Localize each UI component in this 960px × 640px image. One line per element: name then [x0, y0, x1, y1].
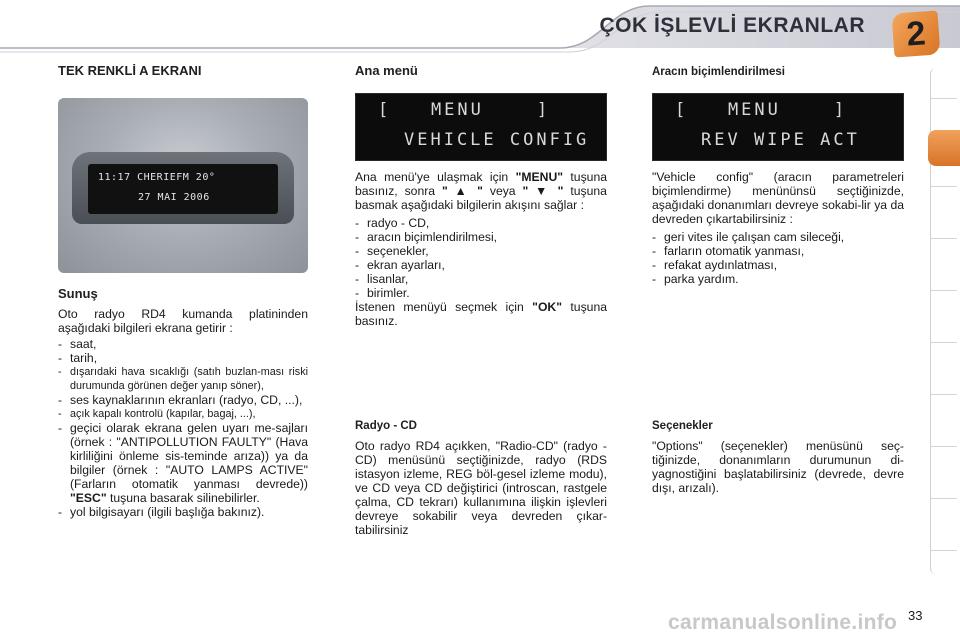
watermark-text: carmanualsonline.info [668, 611, 898, 634]
tab-divider [930, 98, 957, 99]
radio-cd-section [355, 419, 607, 537]
ok-key-label: "OK" [532, 300, 563, 314]
section-heading-vehicle-config: Aracın biçimlendirilmesi [652, 66, 785, 78]
list-item: - tarih, [58, 351, 308, 365]
display-line-time: 11:17 CHERIEFM 20° [98, 172, 216, 183]
lcd-main-menu [355, 93, 607, 161]
lcd-line-menu: [ MENU ] [675, 100, 848, 120]
list-item: - ses kaynaklarının ekranları (radyo, CD, ...), [58, 393, 308, 407]
sunus-section [58, 287, 308, 519]
list-item: - farların otomatik yanması, [652, 244, 904, 258]
text-run: İstenen menüyü seçmek için [355, 300, 524, 314]
list-item: - aracın biçimlendirilmesi, [355, 230, 607, 244]
tab-divider [930, 186, 957, 187]
options-text: "Options" (seçenekler) menüsünü seç-tiğinizde, donanımların durumunun di-yagnostiğini başlatabilirsiniz (devrede, devre dışı, arızalı). [652, 439, 904, 495]
radio-cd-heading: Radyo - CD [355, 420, 417, 432]
middle-column [355, 64, 607, 78]
lcd-line-menu: [ MENU ] [378, 100, 551, 120]
list-item: - dışarıdaki hava sıcaklığı (satıh buzlan-ması riski durumunda görünen değer yanıp söner), [58, 365, 308, 393]
options-heading: Seçenekler [652, 420, 713, 432]
right-column [652, 65, 904, 79]
section-heading-main-menu: Ana menü [355, 63, 418, 78]
list-item: - açık kapalı kontrolü (kapılar, bagaj, ...), [58, 407, 308, 421]
sunus-intro: Oto radyo RD4 kumanda platininden aşağıdaki bilgileri ekrana getirir : [58, 307, 308, 335]
list-item: - geri vites ile çalışan cam sileceği, [652, 230, 904, 244]
list-item: - saat, [58, 337, 308, 351]
main-menu-text [355, 170, 607, 328]
main-menu-paragraph [355, 170, 607, 212]
tab-divider [930, 550, 957, 551]
down-arrow-key-label: " ▼ " [522, 184, 564, 198]
text-run: tuşuna basınız. [355, 300, 607, 328]
tab-divider [930, 394, 957, 395]
text-run: Ana menü'ye ulaşmak için [355, 170, 509, 184]
tab-divider [930, 446, 957, 447]
vehicle-config-paragraph: "Vehicle config" (aracın parametreleri biçimlendirme) menününsü seçtiğinizde, aşağıdaki donanımları devreye sokabi-lir ya da devreden çıkartabilirsiniz : [652, 170, 905, 226]
warning-text: geçici olarak ekrana gelen uyarı me-sajları (örnek : "ANTIPOLLUTION FAULTY" (Hava kirliliğini önleme sis-teminde arıza)) ya da bilgiler (örnek : "AUTO LAMPS ACTIVE" (Farların otomatik yanması devrede)) [70, 421, 308, 491]
main-menu-list [355, 216, 607, 300]
list-item: - yol bilgisayarı (ilgili başlığa bakınız). [58, 505, 308, 519]
list-item: - radyo - CD, [355, 216, 607, 230]
up-arrow-key-label: " ▲ " [441, 184, 483, 198]
select-menu-paragraph [355, 300, 607, 328]
list-item: - seçenekler, [355, 244, 607, 258]
lcd-line-rev-wipe: REV WIPE ACT [701, 130, 860, 150]
chapter-number-badge: 2 [892, 10, 941, 57]
page-number: 33 [908, 608, 923, 623]
tab-divider [930, 290, 957, 291]
sunus-list [58, 337, 308, 519]
list-item: - lisanlar, [355, 272, 607, 286]
menu-key-label: "MENU" [515, 170, 564, 184]
vehicle-config-list [652, 230, 904, 286]
display-line-date: 27 MAI 2006 [138, 192, 210, 203]
sunus-heading: Sunuş [58, 286, 98, 301]
display-photo [58, 98, 308, 273]
list-item: - refakat aydınlatması, [652, 258, 904, 272]
tab-divider [930, 238, 957, 239]
text-run: veya [489, 184, 516, 198]
tab-divider [930, 342, 957, 343]
options-section [652, 419, 904, 495]
active-chapter-tab [928, 130, 960, 166]
vehicle-config-text [652, 170, 904, 286]
esc-key-label: "ESC" [70, 491, 107, 505]
display-screen [88, 164, 278, 214]
list-item: - birimler. [355, 286, 607, 300]
section-heading-mono-display: TEK RENKLİ A EKRANI [58, 63, 202, 78]
list-item: - ekran ayarları, [355, 258, 607, 272]
text-run: tuşuna basınız, sonra [355, 170, 608, 198]
list-item: - parka yardım. [652, 272, 904, 286]
chapter-title: ÇOK İŞLEVLİ EKRANLAR [599, 14, 865, 37]
list-item [58, 421, 308, 505]
lcd-line-vehicle-config: VEHICLE CONFIG [404, 130, 590, 150]
esc-tail-text: tuşuna basarak silinebilirler. [110, 491, 260, 505]
left-column [58, 64, 308, 78]
radio-cd-text: Oto radyo RD4 açıkken, "Radio-CD" (radyo - CD) menüsünü seçtiğinizde, radyo (RDS istasyon izleme, REG böl-gesel izleme modu), ve CD veya CD değiştirici (introscan, rastgele çalma, CD tekrarı) kullanımına ilişkin işlevleri devreye sokabilir veya devreden çıkar-tabilirsiniz [355, 439, 607, 537]
text-run: tuşuna basmak aşağıdaki bilgilerin akışını sağlar : [355, 184, 607, 212]
lcd-vehicle-config [652, 93, 904, 161]
tab-divider [930, 498, 957, 499]
